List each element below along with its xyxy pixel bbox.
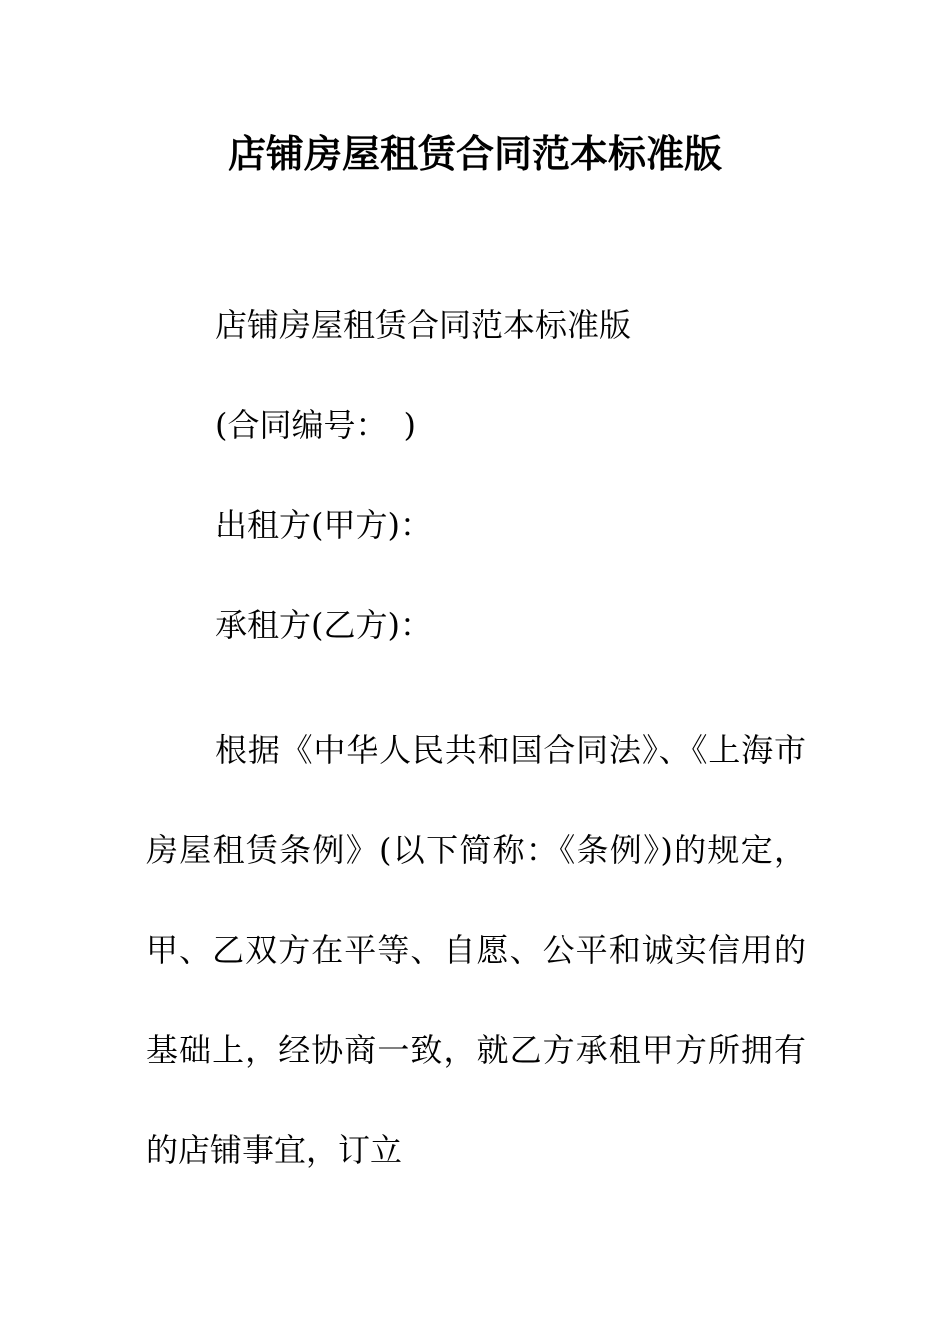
- lessee-line: 承租方(乙方)：: [215, 606, 432, 644]
- contract-number-line: (合同编号： ): [215, 406, 416, 444]
- lessor-line: 出租方(甲方)：: [215, 506, 432, 544]
- document-title: 店铺房屋租赁合同范本标准版: [227, 131, 722, 176]
- document-subtitle: 店铺房屋租赁合同范本标准版: [215, 306, 632, 344]
- body-paragraph: 根据《中华人民共和国合同法》、《上海市房屋租赁条例》(以下简称：《条例》)的规定，甲、乙双方在平等、自愿、公平和诚实信用的基础上，经协商一致，就乙方承租甲方所拥有的店铺事宜，订立: [146, 731, 806, 1169]
